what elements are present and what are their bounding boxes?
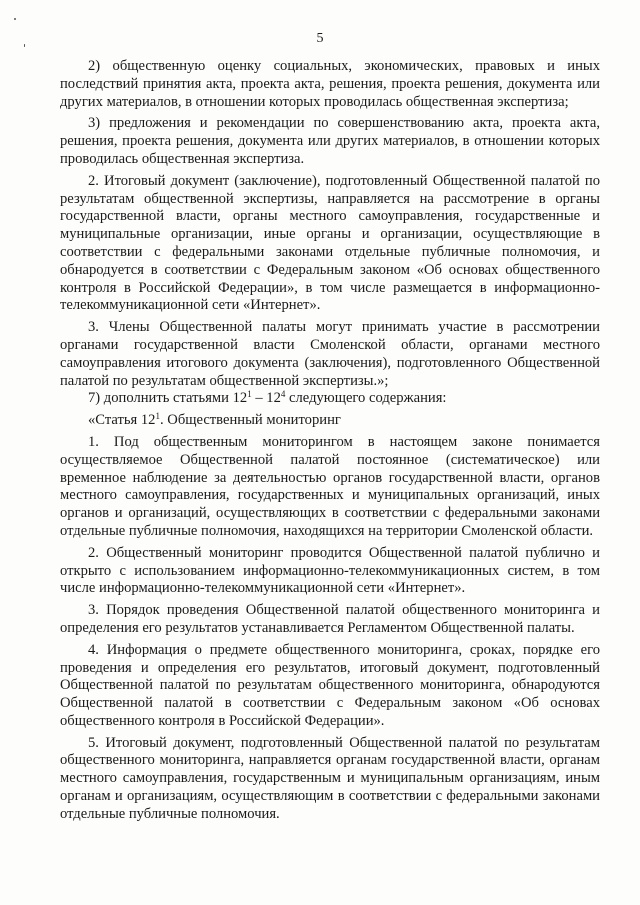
article-heading bbox=[60, 412, 600, 430]
paragraph-evaluation: 2) общественную оценку социальных, экономических, правовых и иных последствий принятия акта, проекта акта, решения, проекта решения, документа или других материалов, в отношении которых проводилась общественная экспертиза; bbox=[60, 58, 600, 110]
paragraph-amendment-intro bbox=[60, 390, 600, 408]
amendment-text-dash: – 12 bbox=[251, 390, 281, 407]
amendment-superscript-4: 4 bbox=[280, 389, 286, 400]
amendment-text-end: следующего содержания: bbox=[285, 390, 447, 407]
paragraph-monitoring-final-document: 5. Итоговый документ, подготовленный Общественной палатой по результатам общественного мониторинга, направляется органам государственной власти, органам местного самоуправления, государственным и муниципальным организациям, иным органам и организациям, осуществляющим в соответствии с федеральными законами отдельные публичные полномочия. bbox=[60, 734, 600, 822]
paragraph-monitoring-information: 4. Информация о предмете общественного мониторинга, сроках, порядке его проведения и определения его результатов, итоговый документ, подготовленный Общественной палатой по результатам общественного мониторинга, обнародуются Общественной палатой в соответствии с Федеральным законом «Об основах общественного контроля в Российской Федерации». bbox=[60, 641, 600, 729]
amendment-superscript-1: 1 bbox=[247, 389, 252, 400]
article-heading-end: . Общественный мониторинг bbox=[159, 412, 341, 429]
scan-speck bbox=[14, 18, 16, 20]
page-number: 5 bbox=[316, 31, 324, 46]
article-heading-start: «Статья 12 bbox=[88, 412, 156, 429]
document-body bbox=[60, 58, 600, 824]
paragraph-monitoring-public: 2. Общественный мониторинг проводится Общественной палатой публично и открыто с использованием информационно-телекоммуникационных систем, в том числе информационно-телекоммуникационной сети «Интернет». bbox=[60, 544, 600, 597]
amendment-text-start: 7) дополнить статьями 12 bbox=[88, 390, 248, 407]
paragraph-final-document: 2. Итоговый документ (заключение), подготовленный Общественной палатой по результатам общественной экспертизы, направляется на рассмотрение в органы государственной власти, органы местного самоуправления, государственные и муниципальные организации, иные органы и организации, осуществляющие в соответствии с федеральными законами отдельные публичные полномочия, и обнародуется в соответствии с Федеральным законом «Об основах общественного контроля в Российской Федерации», в том числе размещается в информационно-телекоммуникационной сети «Интернет». bbox=[60, 172, 600, 314]
paragraph-monitoring-procedure: 3. Порядок проведения Общественной палатой общественного мониторинга и определения его результатов устанавливается Регламентом Общественной палаты. bbox=[60, 602, 600, 636]
paragraph-proposals: 3) предложения и рекомендации по совершенствованию акта, проекта акта, решения, проекта решения, документа или других материалов, в отношении которых проводилась общественная экспертиза. bbox=[60, 115, 600, 167]
paragraph-monitoring-definition: 1. Под общественным мониторингом в настоящем законе понимается осуществляемое Общественной палатой постоянное (систематическое) или временное наблюдение за деятельностью органов государственной власти, органов местного самоуправления, государственных и муниципальных организаций, иных органов и организаций, осуществляющих в соответствии с федеральными законами отдельные публичные полномочия, находящихся на территории Смоленской области. bbox=[60, 433, 600, 539]
paragraph-chamber-members: 3. Члены Общественной палаты могут принимать участие в рассмотрении органами государственной власти Смоленской области, органами местного самоуправления итогового документа (заключения), подготовленного Общественной палатой по результатам общественной экспертизы.»; bbox=[60, 319, 600, 389]
article-heading-superscript: 1 bbox=[155, 411, 160, 422]
